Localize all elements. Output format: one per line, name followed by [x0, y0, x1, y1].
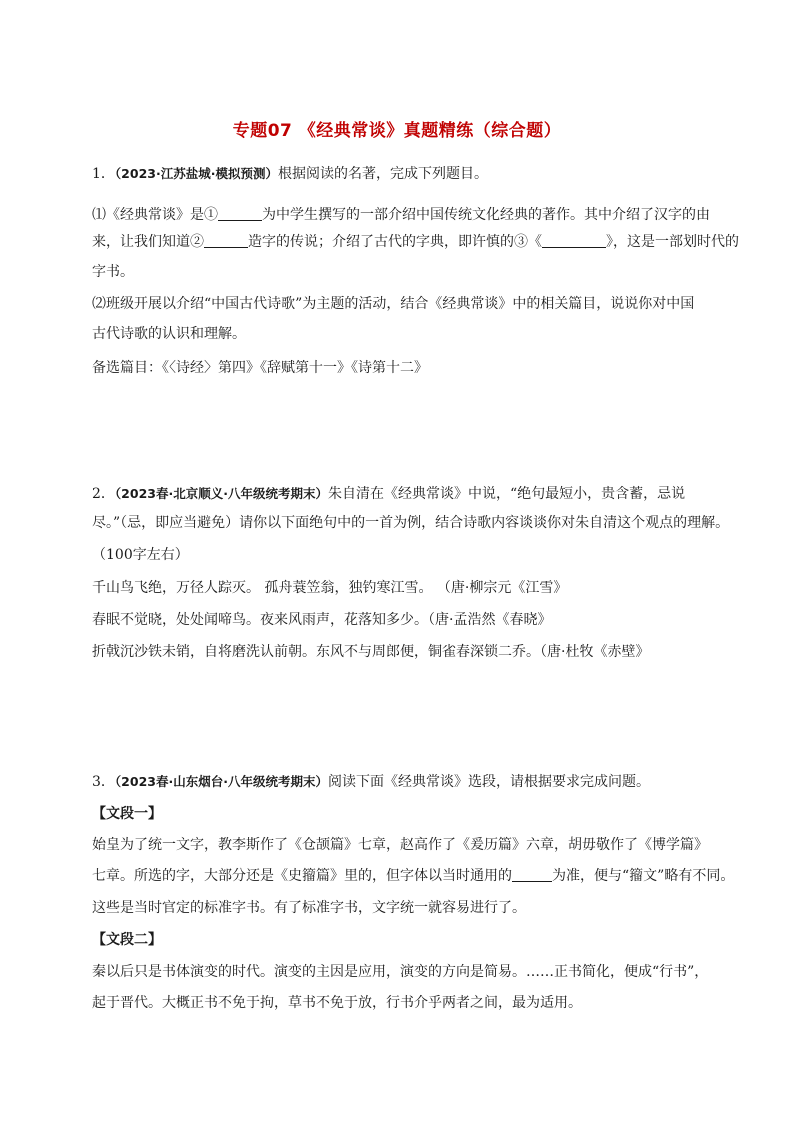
question-1-part1-line3: 字书。 [92, 264, 134, 280]
answer-blank-1 [218, 206, 262, 221]
text-segment: 为准，便与“籀文”略有不同。 [552, 868, 735, 884]
question-1-options: 备选篇目：《〈诗经〉第四》《辞赋第十一》《诗第十二》 [92, 360, 428, 376]
passage-1-line2 [92, 866, 735, 886]
text-segment: 造字的传说；介绍了古代的字典，即许慎的③《 [248, 234, 542, 250]
question-3-intro: 阅读下面《经典常谈》选段，请根据要求完成问题。 [327, 774, 650, 790]
question-1-source: （2023·江苏盐城·模拟预测） [114, 166, 278, 181]
passage-1-line1: 始皇为了统一文字，教李斯作了《仓颉篇》七章，赵高作了《爰历篇》六章，胡毋敬作了《博学篇》 [92, 837, 708, 853]
question-1-part1-line1 [92, 205, 732, 225]
text-segment: ⑴《经典常谈》是① [92, 207, 218, 223]
passage-2-line2: 起于晋代。大概正书不免于拘，草书不免于放，行书介乎两者之间，最为适用。 [92, 995, 582, 1011]
page-title: 专题07 《经典常谈》真题精练（综合题） [232, 121, 562, 141]
answer-blank-4 [512, 867, 552, 882]
question-2-line3: （100字左右） [92, 547, 189, 563]
text-segment: 七章。所选的字，大部分还是《史籀篇》里的，但字体以当时通用的 [92, 868, 512, 884]
question-1-header [92, 164, 732, 184]
passage-2-heading: 【文段二】 [92, 932, 162, 948]
text-segment: 朱自清在《经典常谈》中说，“绝句最短小，贵含蓄，忌说 [327, 486, 686, 502]
question-1-part2-line2: 古代诗歌的认识和理解。 [92, 326, 246, 342]
text-segment: 》，这是一部划时代的 [606, 234, 739, 250]
poem-chunxiao: 春眠不觉晓，处处闻啼鸟。夜来风雨声，花落知多少。（唐·孟浩然《春晓》 [92, 612, 552, 628]
question-1-intro: 根据阅读的名著，完成下列题目。 [277, 166, 488, 182]
answer-blank-3 [542, 233, 606, 248]
text-segment: 来，让我们知道② [92, 234, 204, 250]
passage-1-heading: 【文段一】 [92, 806, 162, 822]
passage-2-line1: 秦以后只是书体演变的时代。演变的主因是应用，演变的方向是简易。……正书简化，便成“行书”， [92, 964, 709, 980]
question-2-number: 2． [92, 486, 115, 502]
poem-jiangxue: 千山鸟飞绝，万径人踪灭。 孤舟蓑笠翁，独钓寒江雪。 （唐·柳宗元《江雪》 [92, 580, 568, 596]
text-segment: 为中学生撰写的一部介绍中国传统文化经典的著作。其中介绍了汉字的由 [262, 207, 710, 223]
question-1-part2-line1: ⑵班级开展以介绍“中国古代诗歌”为主题的活动，结合《经典常谈》中的相关篇目，说说你对中国 [92, 296, 695, 312]
question-3-source: （2023春·山东烟台·八年级统考期末） [114, 774, 328, 789]
passage-1-line3: 这些是当时官定的标准字书。有了标准字书，文字统一就容易进行了。 [92, 900, 526, 916]
question-3-number: 3． [92, 774, 115, 790]
question-2-line1 [92, 484, 732, 504]
question-3-header [92, 772, 732, 792]
answer-blank-2 [204, 233, 248, 248]
question-1-number: 1． [92, 166, 115, 182]
question-2-source: （2023春·北京顺义·八年级统考期末） [114, 486, 328, 501]
poem-chibi: 折戟沉沙铁未销，自将磨洗认前朝。东风不与周郎便，铜雀春深锁二乔。（唐·杜牧《赤壁》 [92, 644, 650, 660]
question-1-part1-line2 [92, 232, 739, 252]
question-2-line2: 尽。”（忌，即应当避免）请你以下面绝句中的一首为例，结合诗歌内容谈谈你对朱自清这个观点的理解。 [92, 515, 730, 531]
